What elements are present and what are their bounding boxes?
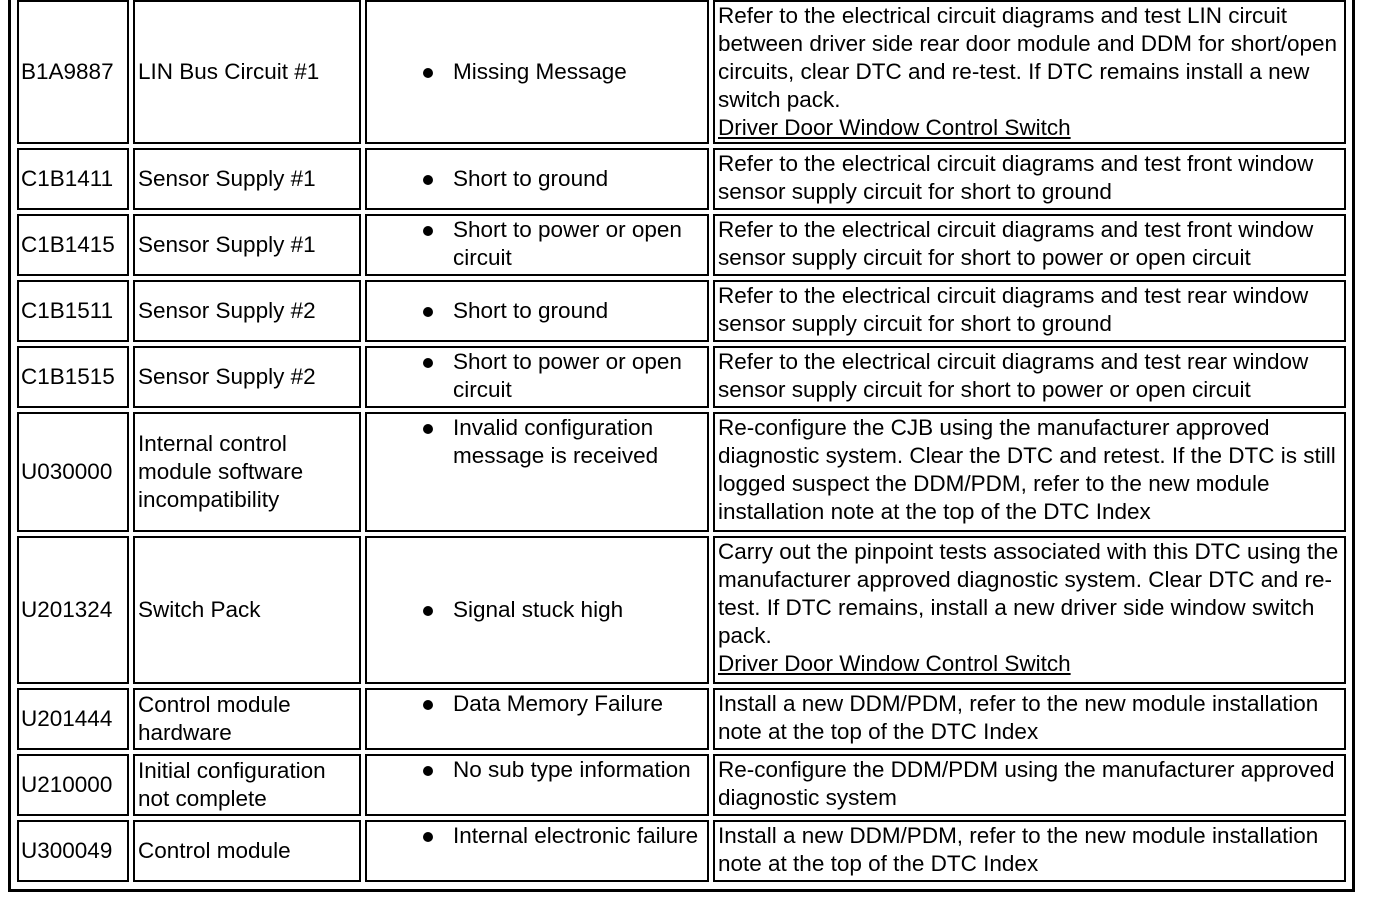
dtc-code: C1B1411 xyxy=(17,148,129,210)
action-text: Install a new DDM/PDM, refer to the new module installation note at the top of the DTC Index xyxy=(718,691,1319,744)
condition-item: Short to ground xyxy=(419,165,703,193)
driver-door-switch-link[interactable]: Driver Door Window Control Switch xyxy=(718,651,1071,676)
dtc-description: Initial configuration not complete xyxy=(133,754,361,816)
condition-item: Data Memory Failure xyxy=(419,690,703,718)
dtc-code: U300049 xyxy=(17,820,129,882)
condition-item: Short to ground xyxy=(419,297,703,325)
condition-item: Short to power or open circuit xyxy=(419,348,703,404)
action-text: Re-configure the DDM/PDM using the manufacturer approved diagnostic system xyxy=(718,757,1335,810)
dtc-conditions xyxy=(365,820,709,882)
dtc-code: C1B1415 xyxy=(17,214,129,276)
dtc-code: B1A9887 xyxy=(17,0,129,144)
dtc-action xyxy=(713,820,1346,882)
dtc-conditions xyxy=(365,754,709,816)
table-row xyxy=(17,688,1346,750)
table-row xyxy=(17,346,1346,408)
dtc-action xyxy=(713,0,1346,144)
table-row xyxy=(17,280,1346,342)
action-text: Re-configure the CJB using the manufacturer approved diagnostic system. Clear the DTC and retest. If the DTC is still logged suspect the DDM/PDM, refer to the new module installation note at the top of the DTC Index xyxy=(718,415,1336,524)
dtc-action xyxy=(713,214,1346,276)
table-row xyxy=(17,0,1346,144)
dtc-code: U201444 xyxy=(17,688,129,750)
dtc-conditions xyxy=(365,0,709,144)
dtc-action xyxy=(713,536,1346,684)
dtc-conditions xyxy=(365,214,709,276)
dtc-conditions xyxy=(365,688,709,750)
dtc-description: Switch Pack xyxy=(133,536,361,684)
dtc-description: Sensor Supply #2 xyxy=(133,280,361,342)
action-text: Refer to the electrical circuit diagrams and test rear window sensor supply circuit for short to power or open circuit xyxy=(718,349,1309,402)
dtc-action xyxy=(713,412,1346,532)
table-row xyxy=(17,820,1346,882)
action-text: Refer to the electrical circuit diagrams and test rear window sensor supply circuit for short to ground xyxy=(718,283,1309,336)
dtc-code: U030000 xyxy=(17,412,129,532)
action-text: Refer to the electrical circuit diagrams and test front window sensor supply circuit for short to power or open circuit xyxy=(718,217,1314,270)
dtc-description: Control module hardware xyxy=(133,688,361,750)
dtc-conditions xyxy=(365,148,709,210)
table-row xyxy=(17,148,1346,210)
table-row xyxy=(17,214,1346,276)
dtc-conditions xyxy=(365,280,709,342)
action-text: Install a new DDM/PDM, refer to the new module installation note at the top of the DTC Index xyxy=(718,823,1319,876)
dtc-code: U210000 xyxy=(17,754,129,816)
dtc-description: Control module xyxy=(133,820,361,882)
dtc-table-frame xyxy=(8,0,1355,892)
dtc-action xyxy=(713,346,1346,408)
condition-item: Internal electronic failure xyxy=(419,822,703,850)
table-row xyxy=(17,536,1346,684)
dtc-description: LIN Bus Circuit #1 xyxy=(133,0,361,144)
table-row xyxy=(17,754,1346,816)
dtc-description: Sensor Supply #2 xyxy=(133,346,361,408)
action-text: Refer to the electrical circuit diagrams and test LIN circuit between driver side rear door module and DDM for short/open circuits, clear DTC and re-test. If DTC remains install a new switch pack. xyxy=(718,3,1338,112)
dtc-description: Sensor Supply #1 xyxy=(133,148,361,210)
dtc-conditions xyxy=(365,412,709,532)
dtc-action xyxy=(713,148,1346,210)
condition-item: Short to power or open circuit xyxy=(419,216,703,272)
dtc-action xyxy=(713,754,1346,816)
dtc-action xyxy=(713,280,1346,342)
dtc-conditions xyxy=(365,536,709,684)
condition-item: No sub type information xyxy=(419,756,703,784)
dtc-table xyxy=(13,0,1350,886)
condition-item: Signal stuck high xyxy=(419,596,703,624)
dtc-code: C1B1511 xyxy=(17,280,129,342)
dtc-code: C1B1515 xyxy=(17,346,129,408)
action-text: Carry out the pinpoint tests associated with this DTC using the manufacturer approved diagnostic system. Clear DTC and re-test. If DTC remains, install a new driver side window switch pack. xyxy=(718,539,1339,648)
dtc-description: Internal control module software incompatibility xyxy=(133,412,361,532)
driver-door-switch-link[interactable]: Driver Door Window Control Switch xyxy=(718,115,1071,140)
condition-item: Missing Message xyxy=(419,58,703,86)
dtc-action xyxy=(713,688,1346,750)
table-row xyxy=(17,412,1346,532)
dtc-description: Sensor Supply #1 xyxy=(133,214,361,276)
action-text: Refer to the electrical circuit diagrams and test front window sensor supply circuit for short to ground xyxy=(718,151,1314,204)
dtc-code: U201324 xyxy=(17,536,129,684)
condition-item: Invalid configuration message is received xyxy=(419,414,703,470)
dtc-conditions xyxy=(365,346,709,408)
